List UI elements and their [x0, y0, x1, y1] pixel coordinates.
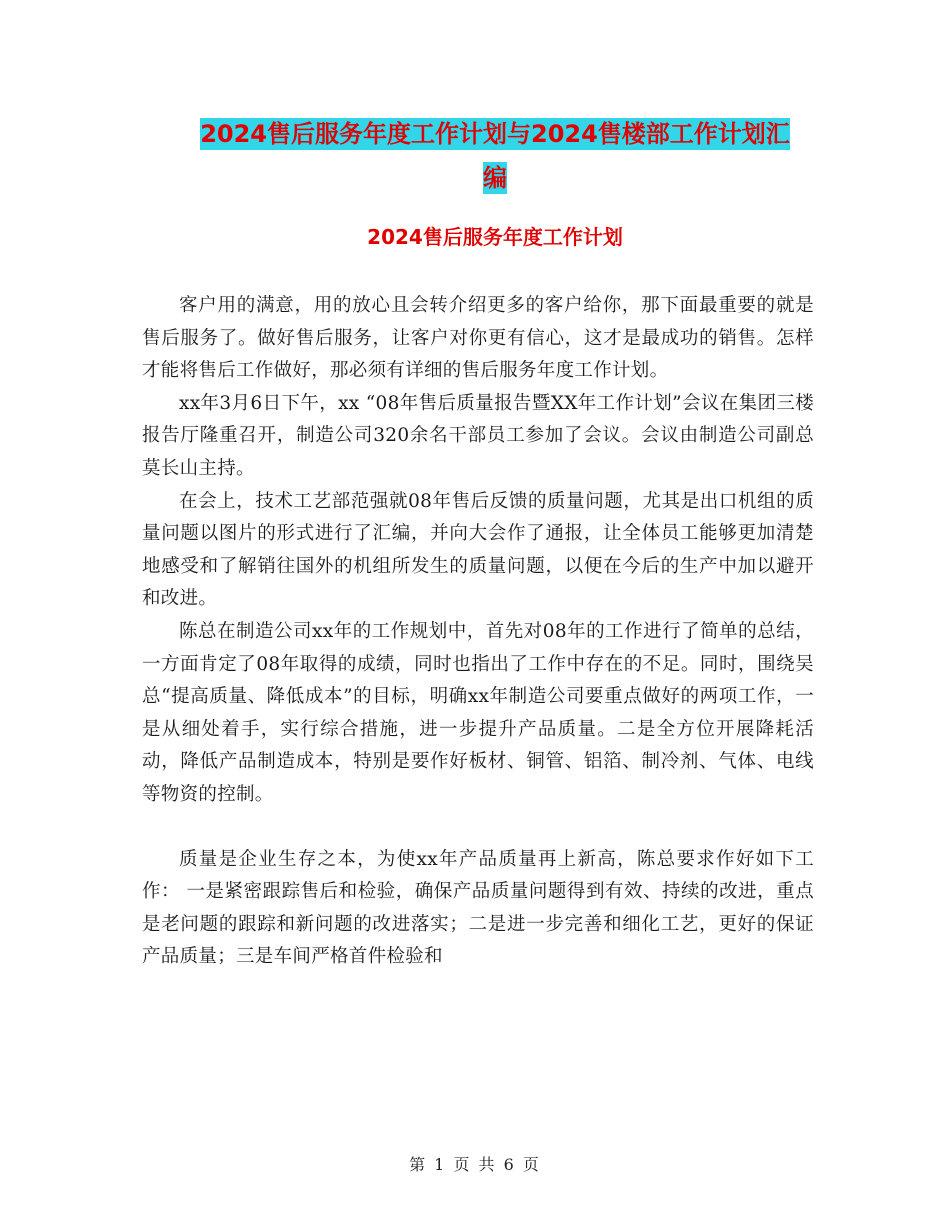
document-title — [140, 112, 850, 200]
paragraph-3: 在会上，技术工艺部范强就08年售后反馈的质量问题，尤其是出口机组的质量问题以图片的形式进行了汇编，并向大会作了通报，让全体员工能够更加清楚地感受和了解销往国外的机组所发生的质量问题，以便在今后的生产中加以避开和改进。 — [142, 490, 814, 610]
paragraph-4: 陈总在制造公司xx年的工作规划中，首先对08年的工作进行了简单的总结，一方面肯定了08年取得的成绩，同时也指出了工作中存在的不足。同时，围绕吴总“提高质量、降低成本”的目标，明确xx年制造公司要重点做好的两项工作，一是从细处着手，实行综合措施，进一步提升产品质量。二是全方位开展降耗活动，降低产品制造成本，特别是要作好板材、铜管、铝箔、制冷剂、气体、电线等物资的控制。 — [142, 620, 814, 805]
paragraph-5: 质量是企业生存之本，为使xx年产品质量再上新高，陈总要求作好如下工作： 一是紧密跟踪售后和检验，确保产品质量问题得到有效、持续的改进，重点是老问题的跟踪和新问题的改进落实；二是进一步完善和细化工艺，更好的保证产品质量；三是车间严格首件检验和 — [142, 848, 814, 968]
paragraph-2: xx年3月6日下午，xx “08年售后质量报告暨XX年工作计划”会议在集团三楼报告厅隆重召开，制造公司320余名干部员工参加了会议。会议由制造公司副总莫长山主持。 — [142, 392, 814, 479]
title-line-1: 2024售后服务年度工作计划与2024售楼部工作计划汇 — [200, 120, 790, 148]
paragraph-1: 客户用的满意，用的放心且会转介绍更多的客户给你，那下面最重要的就是售后服务了。做好售后服务，让客户对你更有信心，这才是最成功的销售。怎样才能将售后工作做好，那必须有详细的售后服务年度工作计划。 — [142, 295, 814, 382]
title-line-2: 编 — [483, 164, 507, 192]
document-body — [142, 290, 814, 974]
page-footer: 第 1 页 共 6 页 — [409, 1155, 541, 1174]
section-title: 2024售后服务年度工作计划 — [367, 225, 623, 249]
